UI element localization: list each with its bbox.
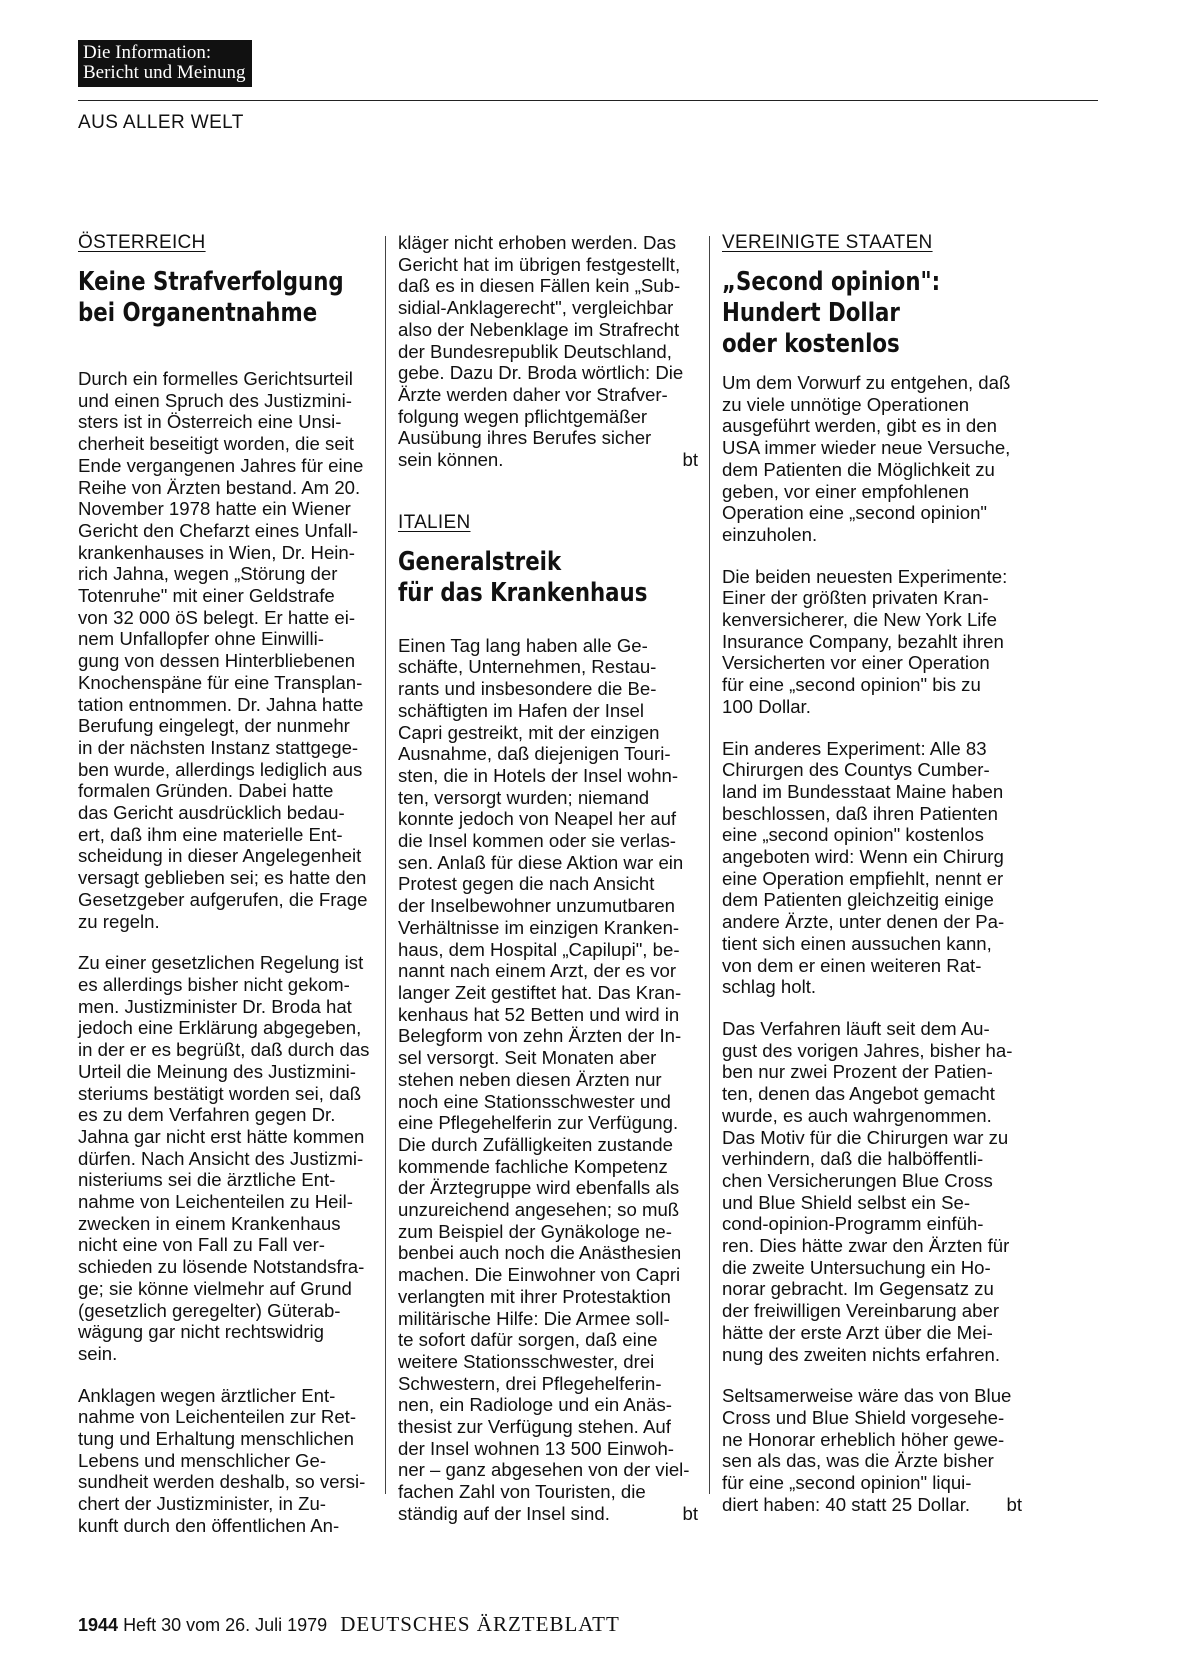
text-line: Operation eine „second opinion": [722, 502, 988, 524]
text-line: ausgeführt werden, gibt es in den: [722, 415, 997, 437]
text-line: folgung wegen pflichtgemäßer: [398, 405, 648, 427]
text-line: Reihe von Ärzten bestand. Am 20.: [78, 476, 361, 498]
headline-line: bei Organentnahme: [78, 298, 318, 328]
text-line: langer Zeit gestiftet hat. Das Kran-: [398, 981, 682, 1003]
text-line: thesist zur Verfügung stehen. Auf: [398, 1416, 671, 1438]
text-line: zu viele unnötige Operationen: [722, 393, 970, 415]
text-line: der Bundesrepublik Deutschland,: [398, 340, 672, 362]
text-line: eine Operation empfiehlt, nennt er: [722, 867, 1004, 889]
text-line: ben nur zwei Prozent der Patien-: [722, 1061, 993, 1083]
headline-line: Generalstreik: [398, 546, 562, 577]
text-line: kommende fachliche Kompetenz: [398, 1155, 668, 1177]
author-signature: bt: [682, 449, 698, 471]
text-line: ten, denen das Angebot gemacht: [722, 1083, 995, 1105]
kicker-austria: ÖSTERREICH: [78, 232, 206, 253]
text-line: Gericht den Chefarzt eines Unfall-: [78, 519, 359, 541]
text-line: nung des zweiten nichts erfahren.: [722, 1343, 1001, 1365]
issue-info: Heft 30 vom 26. Juli 1979: [123, 1615, 328, 1635]
author-signature: bt: [1006, 1493, 1022, 1515]
text-line: konnte jedoch von Neapel her auf: [398, 808, 677, 830]
badge-line-2: Bericht und Meinung: [83, 62, 246, 83]
text-line: Seltsamerweise wäre das von Blue: [722, 1385, 1012, 1407]
text-line: kenhaus hat 52 Betten und wird in: [398, 1003, 680, 1025]
text-line: von dem er einen weiteren Rat-: [722, 954, 982, 976]
text-line: Einen Tag lang haben alle Ge-: [398, 634, 648, 656]
text-line: Insurance Company, bezahlt ihren: [722, 630, 1004, 652]
text-line: zum Beispiel der Gynäkologe ne-: [398, 1220, 672, 1242]
text-line: fachen Zahl von Touristen, die: [398, 1481, 646, 1503]
text-line: jedoch eine Erklärung abgegeben,: [78, 1017, 362, 1039]
text-line: 100 Dollar.: [722, 695, 811, 717]
text-line: kenversicherer, die New York Life: [722, 609, 997, 631]
text-line: sundheit werden deshalb, so versi-: [78, 1471, 366, 1493]
text-line: nannt nach einem Arzt, der es vor: [398, 960, 677, 982]
text-line: (gesetzlich geregelter) Güterab-: [78, 1299, 341, 1321]
text-line: Einer der größten privaten Kran-: [722, 587, 989, 609]
text-line: Chirurgen des Countys Cumber-: [722, 759, 990, 781]
text-line: nem Unfallopfer ohne Einwilli-: [78, 628, 324, 650]
text-line: zu regeln.: [78, 910, 160, 932]
text-line: eine Pflegehelferin zur Verfügung.: [398, 1112, 679, 1134]
text-line: stehen neben diesen Ärzten nur: [398, 1068, 662, 1090]
text-line: tient sich einen aussuchen kann,: [722, 932, 992, 954]
column-divider-2: [709, 236, 710, 1494]
text-line: Knochenspäne für eine Transplan-: [78, 671, 363, 693]
text-line: gebe. Dazu Dr. Broda wörtlich: Die: [398, 362, 684, 384]
text-line: gust des vorigen Jahres, bisher ha-: [722, 1039, 1013, 1061]
text-line: der Inselbewohner unzumutbaren: [398, 895, 676, 917]
text-line: wägung gar nicht rechtswidrig: [78, 1321, 324, 1343]
text-line: also der Nebenklage im Strafrecht: [398, 318, 680, 340]
kicker-usa: VEREINIGTE STAATEN: [722, 232, 933, 253]
text-line: beschlossen, daß ihren Patienten: [722, 802, 998, 824]
text-line: ert, daß ihm eine materielle Ent-: [78, 823, 343, 845]
text-line: men. Justizminister Dr. Broda hat: [78, 995, 352, 1017]
text-line: ner – ganz abgesehen von der viel-: [398, 1459, 690, 1481]
text-line: norar gebracht. Im Gegensatz zu: [722, 1278, 994, 1300]
text-line: sidial-Anklagerecht", vergleichbar: [398, 297, 674, 319]
text-line: gung von dessen Hinterbliebenen: [78, 650, 356, 672]
section-badge: [78, 40, 252, 87]
page-number: 1944: [78, 1615, 119, 1635]
text-line: ten, versorgt wurden; niemand: [398, 786, 650, 808]
headline-line: Hundert Dollar: [722, 298, 900, 328]
paragraph: [722, 1385, 1022, 1515]
article-italy: [398, 232, 698, 1525]
text-line: sein können. bt: [398, 449, 698, 471]
headline-austria: [78, 267, 344, 329]
text-line: nicht eine von Fall zu Fall ver-: [78, 1234, 325, 1256]
text-line: weitere Stationsschwester, drei: [398, 1350, 655, 1372]
text-line: es allerdings bisher nicht gekom-: [78, 973, 350, 995]
text-line: Gericht hat im übrigen festgestellt,: [398, 253, 681, 275]
text-line: Lebens und menschlicher Ge-: [78, 1449, 327, 1471]
text-line: ge; sie könne vielmehr auf Grund: [78, 1277, 352, 1299]
text-line: Ein anderes Experiment: Alle 83: [722, 737, 987, 759]
text-line: Verhältnisse im einzigen Kranken-: [398, 916, 680, 938]
text-line: sen. Anlaß für diese Aktion war ein: [398, 851, 684, 873]
paragraph: [722, 1018, 1022, 1365]
text-line: und einen Spruch des Justizmini-: [78, 389, 352, 411]
text-line: Berufung eingelegt, der nunmehr: [78, 715, 350, 737]
text-line: in der nächsten Instanz stattgege-: [78, 736, 359, 758]
paragraph-continuation: [398, 232, 698, 471]
text-line: Totenruhe" mit einer Geldstrafe: [78, 585, 335, 607]
page-footer: [78, 1612, 620, 1637]
text-line: Ausnahme, daß diejenigen Touri-: [398, 743, 671, 765]
column-divider-1: [385, 236, 386, 1494]
text-line: rich Jahna, wegen „Störung der: [78, 563, 338, 585]
paragraph: [398, 635, 698, 1525]
text-line: für eine „second opinion" bis zu: [722, 674, 981, 696]
author-signature: bt: [682, 1502, 698, 1524]
text-line: diert haben: 40 statt 25 Dollar. bt: [722, 1493, 1022, 1515]
text-line: noch eine Stationsschwester und: [398, 1090, 671, 1112]
text-line: Schwestern, drei Pflegehelferin-: [398, 1372, 662, 1394]
text-line: USA immer wieder neue Versuche,: [722, 437, 1011, 459]
text-line: steriums bestätigt worden sei, daß: [78, 1082, 362, 1104]
text-line: das Gericht ausdrücklich bedau-: [78, 802, 345, 824]
paragraph: [722, 738, 1022, 998]
text-line: Um dem Vorwurf zu entgehen, daß: [722, 372, 1011, 393]
text-line: Ärzte werden daher vor Strafver-: [398, 383, 668, 405]
text-line: Belegform von zehn Ärzten der In-: [398, 1025, 682, 1047]
headline-usa: [722, 267, 968, 360]
text-line: eine „second opinion" kostenlos: [722, 824, 984, 846]
text-line: machen. Die Einwohner von Capri: [398, 1264, 681, 1286]
text-line: November 1978 hatte ein Wiener: [78, 498, 351, 520]
text-line: der freiwilligen Vereinbarung aber: [722, 1300, 1000, 1322]
badge-line-1: Die Information:: [83, 42, 212, 63]
paragraph: [78, 952, 378, 1364]
text-line: sel versorgt. Seit Monaten aber: [398, 1047, 657, 1069]
text-line: nahme von Leichenteilen zu Heil-: [78, 1191, 353, 1213]
text-line: nisteriums sei die ärztliche Ent-: [78, 1169, 336, 1191]
text-line: krankenhauses in Wien, Dr. Hein-: [78, 541, 355, 563]
text-line: dem Patienten die Möglichkeit zu: [722, 458, 995, 480]
text-line: angeboten wird: Wenn ein Chirurg: [722, 846, 1004, 868]
text-line: der Ärztegruppe wird ebenfalls als: [398, 1177, 680, 1199]
text-line: schieden zu lösende Notstandsfra-: [78, 1256, 365, 1278]
text-line: te sofort dafür sorgen, daß eine: [398, 1329, 658, 1351]
text-line: Jahna gar nicht erst hätte kommen: [78, 1125, 365, 1147]
text-line: ne Honorar erheblich höher gewe-: [722, 1428, 1005, 1450]
text-line: andere Ärzte, unter denen der Pa-: [722, 911, 1005, 933]
article-austria: [78, 232, 378, 1537]
journal-name: DEUTSCHES ÄRZTEBLATT: [340, 1612, 620, 1636]
text-line: Gesetzgeber aufgerufen, die Frage: [78, 888, 368, 910]
text-line: die Insel kommen oder sie verlas-: [398, 830, 676, 852]
headline-line: für das Krankenhaus: [398, 577, 648, 608]
text-line: Anklagen wegen ärztlicher Ent-: [78, 1384, 336, 1406]
text-line: sten, die in Hotels der Insel wohn-: [398, 764, 679, 786]
text-line: wurde, es auch wahrgenommen.: [722, 1104, 992, 1126]
text-line: Ende vergangenen Jahres für eine: [78, 454, 364, 476]
article-usa: [722, 232, 1022, 1515]
text-line: sters ist in Österreich eine Unsi-: [78, 411, 342, 433]
text-line: und Blue Shield selbst ein Se-: [722, 1191, 971, 1213]
text-line: einzuholen.: [722, 523, 818, 545]
text-line: land im Bundesstaat Maine haben: [722, 780, 1004, 802]
text-line: von 32 000 öS belegt. Er hatte ei-: [78, 606, 356, 628]
text-line: in der er es begrüßt, daß durch das: [78, 1039, 370, 1061]
text-line: formalen Gründen. Dabei hatte: [78, 780, 334, 802]
headline-line: Keine Strafverfolgung: [78, 267, 344, 297]
headline-line: oder kostenlos: [722, 329, 900, 359]
text-line: Cross und Blue Shield vorgesehe-: [722, 1406, 1005, 1428]
text-line: militärische Hilfe: Die Armee soll-: [398, 1307, 670, 1329]
text-line: schäftigten im Hafen der Insel: [398, 699, 644, 721]
text-line: cherheit beseitigt worden, die seit: [78, 433, 354, 455]
text-line: geben, vor einer empfohlenen: [722, 480, 970, 502]
text-line: Durch ein formelles Gerichtsurteil: [78, 368, 353, 389]
header-divider: [78, 100, 1098, 101]
text-line: ben wurde, allerdings lediglich aus: [78, 758, 363, 780]
text-line: versagt geblieben sei; es hatte den: [78, 867, 367, 889]
text-line: dürfen. Nach Ansicht des Justizmi-: [78, 1147, 364, 1169]
text-line: für eine „second opinion" liqui-: [722, 1472, 972, 1494]
text-line: daß es in diesen Fällen kein „Sub-: [398, 275, 681, 297]
text-line: nahme von Leichenteilen zur Ret-: [78, 1406, 357, 1428]
section-heading: AUS ALLER WELT: [78, 112, 244, 133]
text-line: schäfte, Unternehmen, Restau-: [398, 656, 657, 678]
text-line: dem Patienten gleichzeitig einige: [722, 889, 994, 911]
text-line: hätte der erste Arzt über die Mei-: [722, 1321, 993, 1343]
kicker-italy: ITALIEN: [398, 511, 471, 533]
text-line: Die beiden neuesten Experimente:: [722, 565, 1008, 587]
text-line: sen als das, was die Ärzte bisher: [722, 1450, 994, 1472]
text-line: rants und insbesondere die Be-: [398, 678, 657, 700]
text-line: sein.: [78, 1342, 118, 1364]
text-line: kläger nicht erhoben werden. Das: [398, 232, 677, 253]
text-line: haus, dem Hospital „Capilupi", be-: [398, 938, 680, 960]
text-line: Urteil die Meinung des Justizmini-: [78, 1060, 356, 1082]
text-line: schlag holt.: [722, 976, 817, 998]
text-line: zwecken in einem Krankenhaus: [78, 1212, 341, 1234]
paragraph: [722, 566, 1022, 718]
text-line: ren. Dies hätte zwar den Ärzten für: [722, 1235, 1010, 1257]
headline-line: „Second opinion":: [722, 267, 941, 297]
headline-italy: [398, 546, 648, 609]
text-line: Das Motiv für die Chirurgen war zu: [722, 1126, 1009, 1148]
text-line: Capri gestreikt, mit der einzigen: [398, 721, 660, 743]
text-line: tation entnommen. Dr. Jahna hatte: [78, 693, 364, 715]
text-line: cond-opinion-Programm einfüh-: [722, 1213, 984, 1235]
text-line: verlangten mit ihrer Protestaktion: [398, 1285, 671, 1307]
text-line: die zweite Untersuchung ein Ho-: [722, 1256, 991, 1278]
text-line: unzureichend angesehen; so muß: [398, 1199, 680, 1221]
text-line: Die durch Zufälligkeiten zustande: [398, 1133, 673, 1155]
text-line: kunft durch den öffentlichen An-: [78, 1514, 340, 1536]
text-line: scheidung in dieser Angelegenheit: [78, 845, 362, 867]
text-line: ständig auf der Insel sind. bt: [398, 1502, 698, 1524]
text-line: verhindern, daß die halböffentli-: [722, 1148, 984, 1170]
text-line: der Insel wohnen 13 500 Einwoh-: [398, 1437, 674, 1459]
text-line: benbei auch noch die Anästhesien: [398, 1242, 682, 1264]
text-line: nen, ein Radiologe und ein Anäs-: [398, 1394, 672, 1416]
text-line: Ausübung ihres Berufes sicher: [398, 427, 652, 449]
text-line: es zu dem Verfahren gegen Dr.: [78, 1104, 336, 1126]
text-line: Protest gegen die nach Ansicht: [398, 873, 655, 895]
paragraph: [722, 372, 1022, 546]
paragraph: [78, 1385, 378, 1537]
text-line: chert der Justizminister, in Zu-: [78, 1493, 326, 1515]
text-line: Versicherten vor einer Operation: [722, 652, 990, 674]
text-line: chen Versicherungen Blue Cross: [722, 1169, 993, 1191]
text-line: Das Verfahren läuft seit dem Au-: [722, 1017, 990, 1039]
paragraph: [78, 368, 378, 932]
text-line: Zu einer gesetzlichen Regelung ist: [78, 952, 364, 974]
text-line: tung und Erhaltung menschlichen: [78, 1428, 354, 1450]
